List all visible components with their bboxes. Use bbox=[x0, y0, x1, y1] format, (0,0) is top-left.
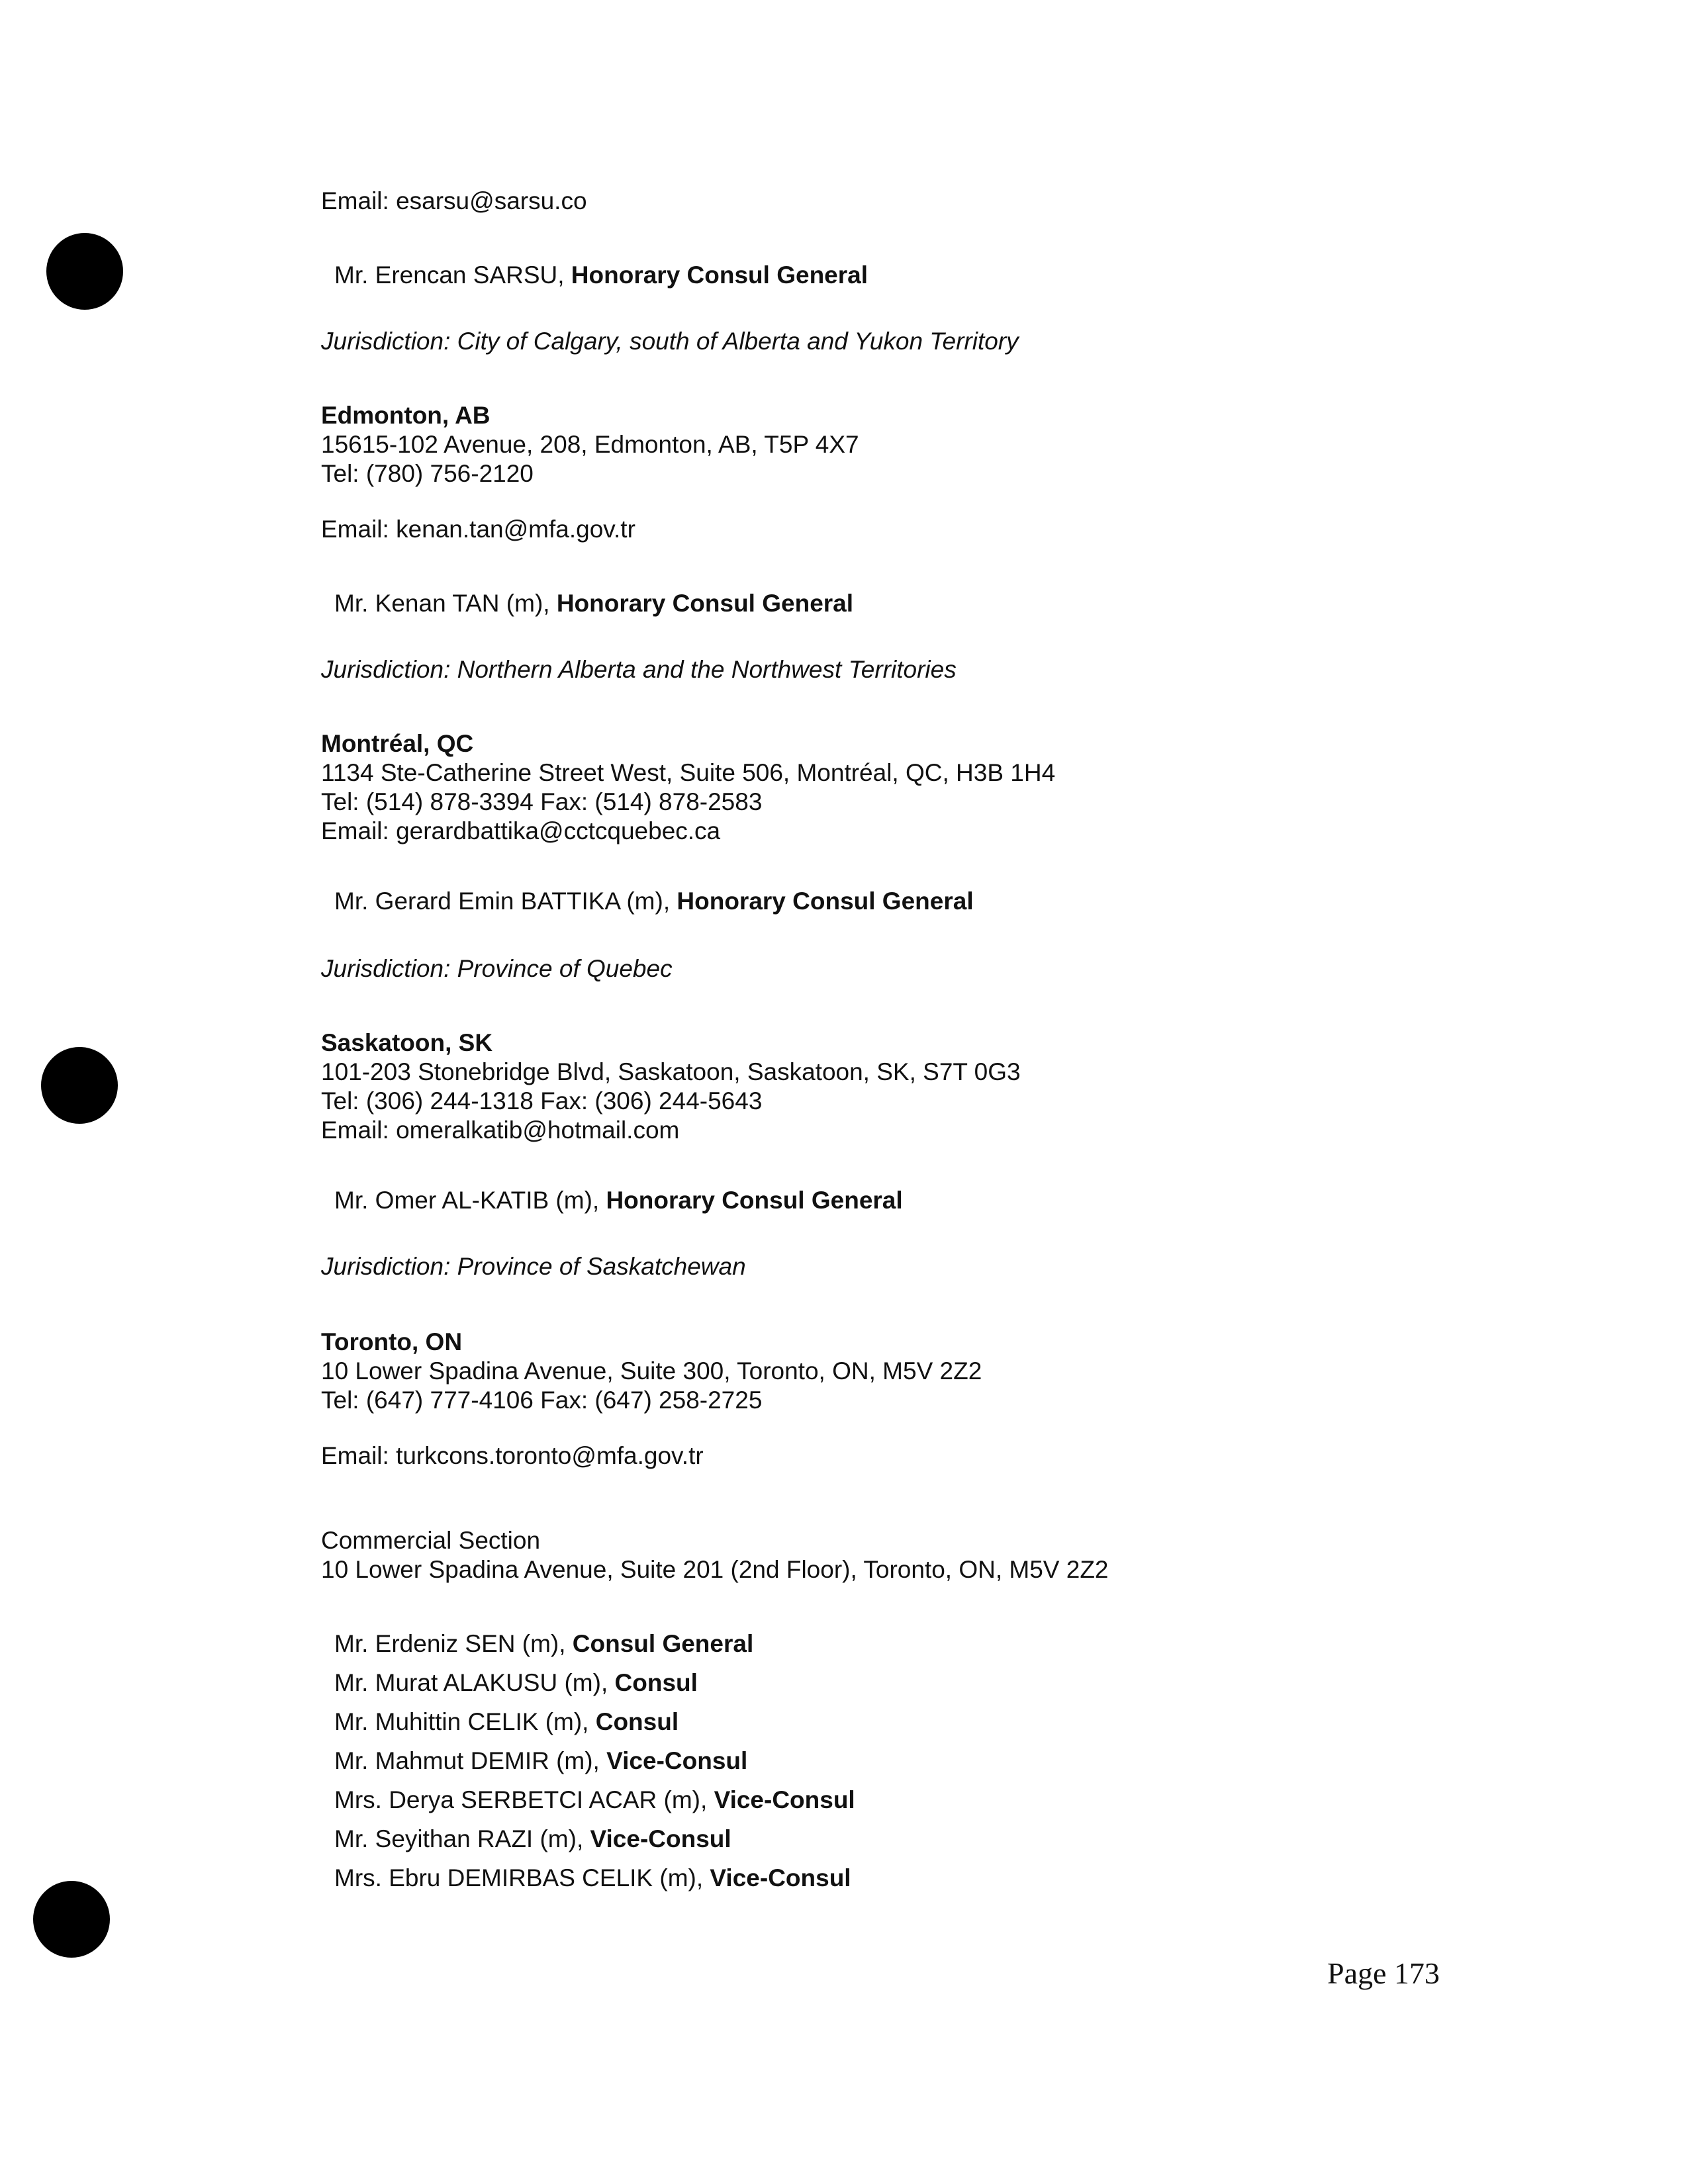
edmonton-city: Edmonton, AB bbox=[321, 402, 491, 429]
staff-title: Vice-Consul bbox=[606, 1747, 748, 1774]
staff-title: Consul General bbox=[572, 1630, 754, 1657]
staff-member bbox=[334, 1707, 679, 1737]
calgary-email: Email: esarsu@sarsu.co bbox=[321, 187, 587, 214]
saskatoon-email: Email: omeralkatib@hotmail.com bbox=[321, 1116, 680, 1144]
staff-name: Mr. Seyithan RAZI (m), bbox=[334, 1825, 590, 1852]
calgary-person-name: Mr. Erencan SARSU, bbox=[334, 261, 571, 289]
saskatoon-city: Saskatoon, SK bbox=[321, 1029, 493, 1056]
montreal-person-name: Mr. Gerard Emin BATTIKA (m), bbox=[334, 887, 677, 915]
toronto-email: Email: turkcons.toronto@mfa.gov.tr bbox=[321, 1442, 704, 1469]
saskatoon-person-name: Mr. Omer AL-KATIB (m), bbox=[334, 1187, 606, 1214]
montreal-city: Montréal, QC bbox=[321, 730, 474, 757]
staff-name: Mr. Muhittin CELIK (m), bbox=[334, 1708, 596, 1735]
montreal-person bbox=[334, 887, 974, 916]
edmonton-address: 15615-102 Avenue, 208, Edmonton, AB, T5P 4X7 bbox=[321, 431, 859, 458]
toronto-address: 10 Lower Spadina Avenue, Suite 300, Toronto, ON, M5V 2Z2 bbox=[321, 1357, 982, 1385]
saskatoon-tel: Tel: (306) 244-1318 Fax: (306) 244-5643 bbox=[321, 1087, 763, 1115]
page-number: Page 173 bbox=[1327, 1956, 1440, 1990]
staff-title: Vice-Consul bbox=[590, 1825, 731, 1852]
saskatoon-person bbox=[334, 1186, 903, 1215]
staff-title: Vice-Consul bbox=[710, 1864, 851, 1891]
staff-member bbox=[334, 1629, 753, 1659]
montreal-address: 1134 Ste-Catherine Street West, Suite 506, Montréal, QC, H3B 1H4 bbox=[321, 759, 1056, 786]
edmonton-jurisdiction: Jurisdiction: Northern Alberta and the Northwest Territories bbox=[321, 656, 957, 683]
montreal-jurisdiction: Jurisdiction: Province of Quebec bbox=[321, 955, 673, 982]
staff-member bbox=[334, 1747, 747, 1776]
edmonton-person-name: Mr. Kenan TAN (m), bbox=[334, 590, 557, 617]
binder-hole-middle bbox=[41, 1047, 118, 1124]
staff-title: Vice-Consul bbox=[714, 1786, 855, 1813]
montreal-tel: Tel: (514) 878-3394 Fax: (514) 878-2583 bbox=[321, 788, 763, 815]
commercial-section-label: Commercial Section bbox=[321, 1527, 541, 1554]
staff-member bbox=[334, 1786, 855, 1815]
staff-name: Mr. Murat ALAKUSU (m), bbox=[334, 1669, 615, 1696]
montreal-email: Email: gerardbattika@cctcquebec.ca bbox=[321, 817, 721, 844]
toronto-tel: Tel: (647) 777-4106 Fax: (647) 258-2725 bbox=[321, 1387, 763, 1414]
saskatoon-person-title: Honorary Consul General bbox=[606, 1187, 903, 1214]
staff-name: Mrs. Ebru DEMIRBAS CELIK (m), bbox=[334, 1864, 710, 1891]
saskatoon-address: 101-203 Stonebridge Blvd, Saskatoon, Saskatoon, SK, S7T 0G3 bbox=[321, 1058, 1021, 1085]
staff-title: Consul bbox=[614, 1669, 698, 1696]
toronto-city: Toronto, ON bbox=[321, 1328, 463, 1355]
edmonton-email: Email: kenan.tan@mfa.gov.tr bbox=[321, 516, 635, 543]
montreal-person-title: Honorary Consul General bbox=[677, 887, 974, 915]
edmonton-person bbox=[334, 589, 853, 618]
commercial-section-address: 10 Lower Spadina Avenue, Suite 201 (2nd Floor), Toronto, ON, M5V 2Z2 bbox=[321, 1556, 1109, 1583]
binder-hole-top bbox=[46, 233, 123, 310]
saskatoon-jurisdiction: Jurisdiction: Province of Saskatchewan bbox=[321, 1253, 746, 1280]
staff-member bbox=[334, 1864, 851, 1893]
staff-name: Mr. Erdeniz SEN (m), bbox=[334, 1630, 573, 1657]
binder-hole-bottom bbox=[33, 1881, 110, 1958]
staff-name: Mrs. Derya SERBETCI ACAR (m), bbox=[334, 1786, 714, 1813]
staff-member bbox=[334, 1825, 731, 1854]
edmonton-person-title: Honorary Consul General bbox=[556, 590, 854, 617]
staff-member bbox=[334, 1668, 698, 1698]
staff-title: Consul bbox=[595, 1708, 679, 1735]
calgary-jurisdiction: Jurisdiction: City of Calgary, south of Alberta and Yukon Territory bbox=[321, 328, 1019, 355]
staff-name: Mr. Mahmut DEMIR (m), bbox=[334, 1747, 607, 1774]
calgary-person bbox=[334, 261, 868, 290]
edmonton-tel: Tel: (780) 756-2120 bbox=[321, 460, 534, 487]
calgary-person-title: Honorary Consul General bbox=[571, 261, 868, 289]
